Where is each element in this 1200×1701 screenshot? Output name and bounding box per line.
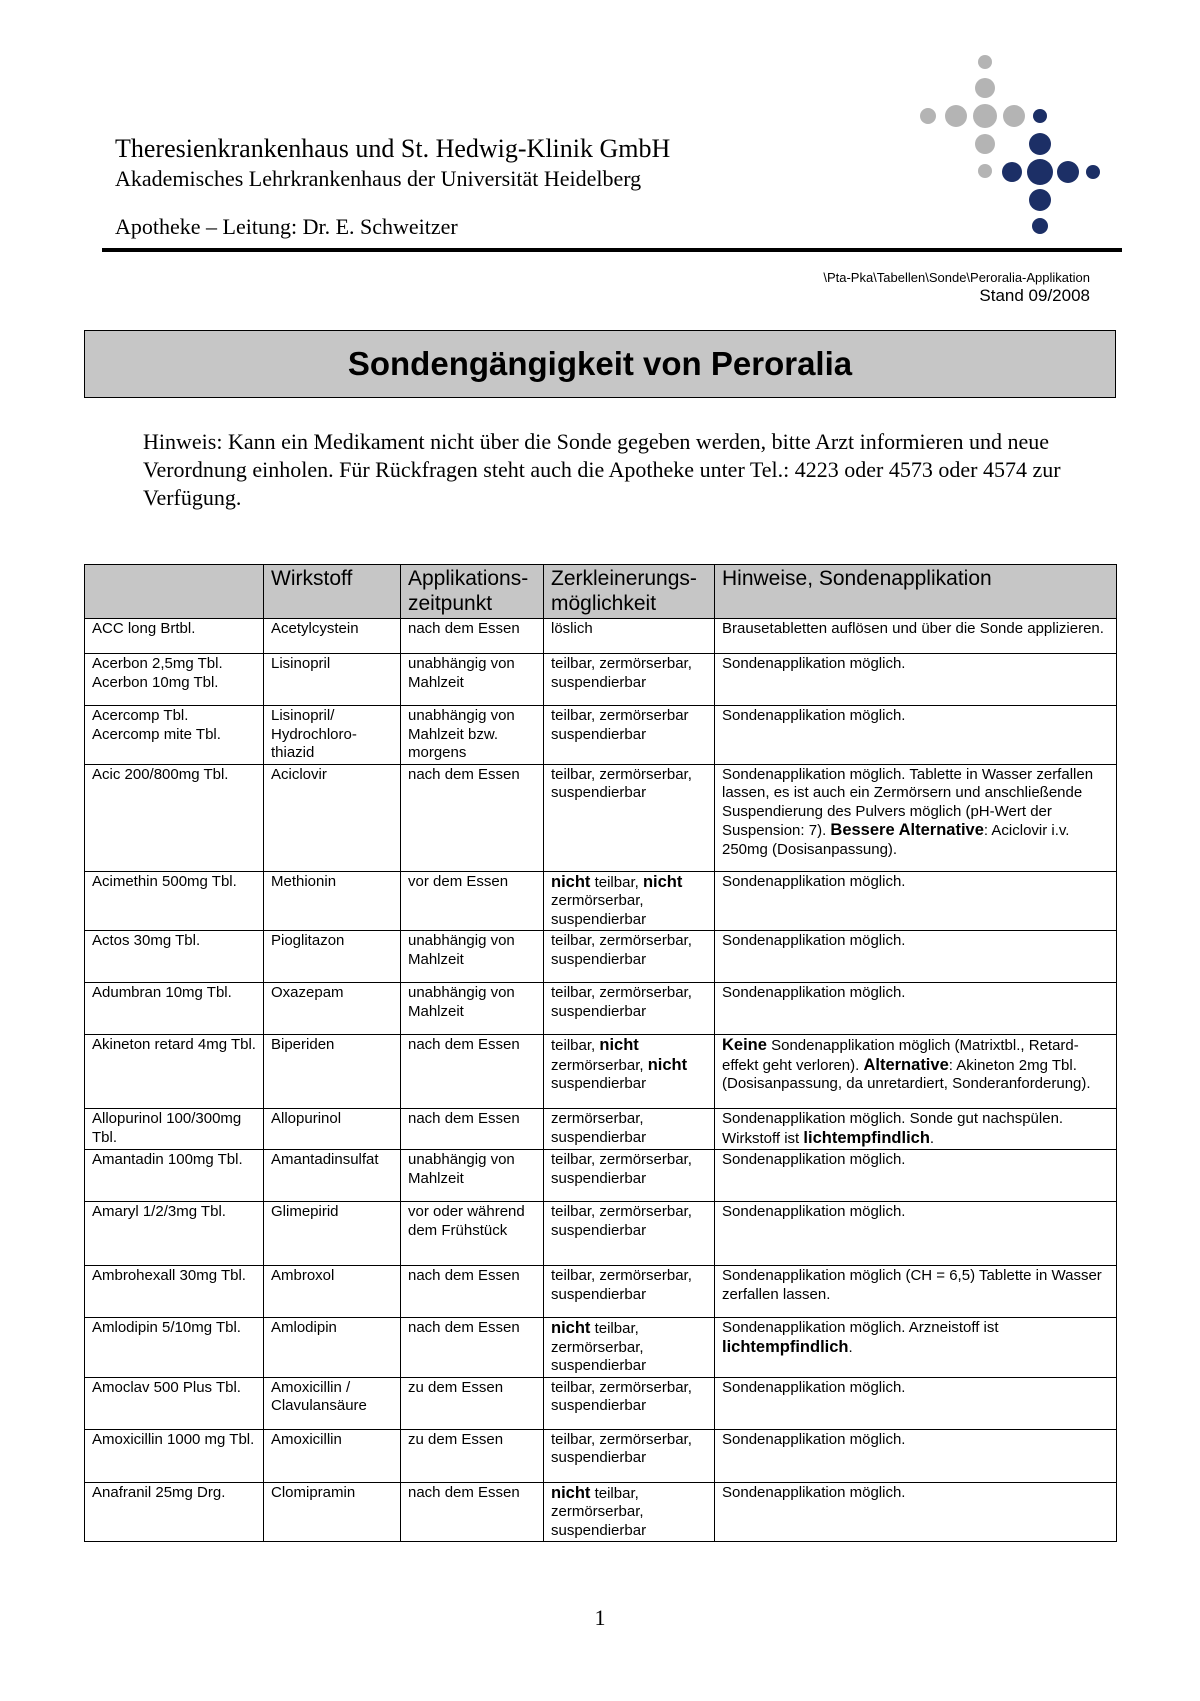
substance-cell: Amoxicillin / Clavulansäure <box>264 1377 401 1429</box>
header-substance: Wirkstoff <box>264 565 401 619</box>
notes-cell <box>715 764 1117 871</box>
table-row <box>85 1202 1117 1266</box>
pharmacy-line: Apotheke – Leitung: Dr. E. Schweitzer <box>115 214 458 239</box>
title-box <box>84 330 1116 398</box>
drug-name-cell: Anafranil 25mg Drg. <box>85 1482 264 1542</box>
drug-name-cell: Amoclav 500 Plus Tbl. <box>85 1377 264 1429</box>
text-segment: Sondenapplikation möglich. <box>722 932 906 949</box>
substance-cell: Biperiden <box>264 1035 401 1109</box>
table-row <box>85 1318 1117 1378</box>
text-segment: teilbar, zermörserbar, suspendierbar <box>551 984 692 1020</box>
crush-cell <box>544 931 715 983</box>
text-segment: Bessere Alternative <box>830 821 984 839</box>
substance-cell: Amlodipin <box>264 1318 401 1378</box>
logo-dot <box>978 164 992 178</box>
text-segment: teilbar, zermörserbar, suspendierbar <box>551 932 692 968</box>
logo-dot <box>1003 105 1025 127</box>
notice-text: Hinweis: Kann ein Medikament nicht über die Sonde gegeben werden, bitte Arzt informieren und neue Verordnung einholen. Für Rückfragen steht auch die Apotheke unter Tel.: 4223 oder 4573 oder 4574 zur Verfügung. <box>143 429 1061 510</box>
substance-cell: Pioglitazon <box>264 931 401 983</box>
timing-cell: nach dem Essen <box>401 1318 544 1378</box>
text-segment: nicht <box>551 1483 591 1502</box>
timing-cell: nach dem Essen <box>401 1266 544 1318</box>
text-segment: Alternative <box>863 1055 949 1074</box>
text-segment: nicht <box>647 1055 688 1074</box>
text-segment: teilbar, zermörserbar, suspendierbar <box>551 1203 692 1239</box>
table-row <box>85 619 1117 654</box>
timing-cell: nach dem Essen <box>401 1035 544 1109</box>
hospital-subtitle: Akademisches Lehrkrankenhaus der Universität Heidelberg <box>115 166 642 191</box>
text-segment: : Aciclovir i.v. 250mg (Dosisanpassung). <box>722 822 1070 858</box>
table-row <box>85 983 1117 1035</box>
notes-cell <box>715 871 1117 931</box>
drug-name-cell: Ambrohexall 30mg Tbl. <box>85 1266 264 1318</box>
drug-name-cell: Adumbran 10mg Tbl. <box>85 983 264 1035</box>
crush-cell <box>544 764 715 871</box>
timing-cell: vor dem Essen <box>401 871 544 931</box>
timing-cell: nach dem Essen <box>401 1482 544 1542</box>
text-segment: . <box>848 1338 853 1356</box>
text-segment: Sondenapplikation möglich. <box>722 1378 906 1396</box>
text-segment: teilbar, <box>551 1037 600 1054</box>
drug-name-cell: Amaryl 1/2/3mg Tbl. <box>85 1202 264 1266</box>
drug-name-cell: Acic 200/800mg Tbl. <box>85 764 264 871</box>
drug-name-cell: Acimethin 500mg Tbl. <box>85 871 264 931</box>
logo-dot <box>945 105 967 127</box>
substance-cell: Amantadinsulfat <box>264 1150 401 1202</box>
timing-cell: nach dem Essen <box>401 619 544 654</box>
crush-cell <box>544 619 715 654</box>
crush-cell <box>544 654 715 706</box>
table-header-row <box>85 565 1117 619</box>
timing-cell: unabhängig von Mahlzeit bzw. morgens <box>401 706 544 765</box>
text-segment: Sondenapplikation möglich. <box>722 707 906 724</box>
notes-cell <box>715 1150 1117 1202</box>
crush-cell <box>544 1482 715 1542</box>
table-row <box>85 1429 1117 1482</box>
text-segment: zermörserbar, suspendierbar <box>551 1110 647 1146</box>
text-segment: Sondenapplikation möglich. <box>722 655 906 672</box>
crush-cell <box>544 1150 715 1202</box>
crush-cell <box>544 706 715 765</box>
notes-cell <box>715 1266 1117 1318</box>
drug-name-cell: Allopurinol 100/300mg Tbl. <box>85 1109 264 1150</box>
table-body <box>85 619 1117 1542</box>
crush-cell <box>544 871 715 931</box>
table-row <box>85 654 1117 706</box>
crush-cell <box>544 1377 715 1429</box>
drug-name-cell: ACC long Brtbl. <box>85 619 264 654</box>
notes-cell <box>715 619 1117 654</box>
timing-cell: unabhängig von Mahlzeit <box>401 983 544 1035</box>
text-segment: Sondenapplikation möglich. <box>722 1151 906 1168</box>
text-segment: nicht <box>551 872 591 891</box>
crush-cell <box>544 1429 715 1482</box>
substance-cell: Glimepirid <box>264 1202 401 1266</box>
table-row <box>85 1377 1117 1429</box>
text-segment: teilbar, <box>590 873 643 891</box>
logo-dot <box>975 134 995 154</box>
timing-cell: unabhängig von Mahlzeit <box>401 654 544 706</box>
timing-cell: zu dem Essen <box>401 1377 544 1429</box>
header-timing: Applikations-zeitpunkt <box>401 565 544 619</box>
logo-dot <box>920 108 936 124</box>
drug-name-cell: Amantadin 100mg Tbl. <box>85 1150 264 1202</box>
hospital-name: Theresienkrankenhaus und St. Hedwig-Klinik GmbH <box>115 134 671 163</box>
substance-cell: Oxazepam <box>264 983 401 1035</box>
crush-cell <box>544 1109 715 1150</box>
notes-cell <box>715 931 1117 983</box>
notes-cell <box>715 1482 1117 1542</box>
logo-dot <box>978 55 992 69</box>
header-rule <box>102 248 1122 252</box>
drug-table <box>84 564 1117 1542</box>
text-segment: . <box>929 1129 935 1147</box>
timing-cell: zu dem Essen <box>401 1429 544 1482</box>
substance-cell: Clomipramin <box>264 1482 401 1542</box>
logo-dot <box>973 104 997 128</box>
header-notes: Hinweise, Sondenapplikation <box>715 565 1117 619</box>
substance-cell: Acetylcystein <box>264 619 401 654</box>
drug-name-cell: Acercomp Tbl. Acercomp mite Tbl. <box>85 706 264 765</box>
text-segment: Sondenapplikation möglich. <box>722 872 906 890</box>
table-row <box>85 764 1117 871</box>
text-segment: teilbar, zermörserbar, suspendierbar <box>551 1151 692 1187</box>
notes-cell <box>715 1035 1117 1109</box>
table-row <box>85 1109 1117 1150</box>
logo-dot <box>1033 109 1047 123</box>
table-row <box>85 706 1117 765</box>
text-segment: teilbar, zermörserbar, suspendierbar <box>551 1267 692 1303</box>
text-segment: Sondenapplikation möglich. <box>722 1203 906 1220</box>
notes-cell <box>715 1318 1117 1378</box>
crush-cell <box>544 1202 715 1266</box>
drug-name-cell: Amlodipin 5/10mg Tbl. <box>85 1318 264 1378</box>
text-segment: teilbar, zermörserbar, suspendierbar <box>551 655 692 691</box>
logo-dot <box>1029 189 1051 211</box>
timing-cell: nach dem Essen <box>401 1109 544 1150</box>
logo-dot <box>1027 159 1053 185</box>
text-segment: Sondenapplikation möglich. Tablette in Wasser zerfallen lassen, es ist auch ein Zermörsern und anschließende Suspendierung des Pulvers möglich (pH-Wert der Suspension: 7). <box>722 765 1094 839</box>
substance-cell: Lisinopril <box>264 654 401 706</box>
table-row <box>85 931 1117 983</box>
text-segment: teilbar, zermörserbar, suspendierbar <box>551 1320 647 1374</box>
text-segment: lichtempfindlich <box>803 1128 930 1147</box>
notes-cell <box>715 706 1117 765</box>
text-segment: : Akineton 2mg Tbl. (Dosisanpassung, da unretardiert, Sonderanforderung). <box>722 1056 1091 1092</box>
notes-cell <box>715 1109 1117 1150</box>
notes-cell <box>715 1429 1117 1482</box>
crush-cell <box>544 983 715 1035</box>
logo-dot <box>1057 161 1079 183</box>
timing-cell: unabhängig von Mahlzeit <box>401 1150 544 1202</box>
text-segment: teilbar, zermörserbar, suspendierbar <box>551 1378 692 1414</box>
substance-cell: Allopurinol <box>264 1109 401 1150</box>
crush-cell <box>544 1266 715 1318</box>
substance-cell: Ambroxol <box>264 1266 401 1318</box>
timing-cell: vor oder während dem Frühstück <box>401 1202 544 1266</box>
logo-dot <box>1029 133 1051 155</box>
table-row <box>85 1266 1117 1318</box>
text-segment: löslich <box>551 620 593 637</box>
substance-cell: Lisinopril/ Hydrochloro-thiazid <box>264 706 401 765</box>
crush-cell <box>544 1318 715 1378</box>
table-row <box>85 871 1117 931</box>
page-number: 1 <box>594 1605 606 1630</box>
text-segment: Brausetabletten auflösen und über die Sonde applizieren. <box>722 620 1104 637</box>
text-segment: teilbar, zermörserbar, suspendierbar <box>551 765 692 801</box>
text-segment: Sondenapplikation möglich (Matrixtbl., Retard-effekt geht verloren). <box>722 1037 1079 1074</box>
text-segment: zermörserbar, suspendierbar <box>551 892 647 928</box>
crush-cell <box>544 1035 715 1109</box>
notes-cell <box>715 1377 1117 1429</box>
stand-date: Stand 09/2008 <box>979 286 1090 305</box>
table-row <box>85 1482 1117 1542</box>
text-segment: teilbar, zermörserbar suspendierbar <box>551 707 689 743</box>
notes-cell <box>715 983 1117 1035</box>
table-row <box>85 1150 1117 1202</box>
drug-name-cell: Acerbon 2,5mg Tbl. Acerbon 10mg Tbl. <box>85 654 264 706</box>
drug-name-cell: Amoxicillin 1000 mg Tbl. <box>85 1429 264 1482</box>
text-segment: Sondenapplikation möglich. <box>722 984 906 1001</box>
logo-dot <box>1086 165 1100 179</box>
text-segment: Sondenapplikation möglich. <box>722 1430 906 1448</box>
header-drug <box>85 565 264 619</box>
text-segment: nicht <box>599 1036 639 1054</box>
text-segment: nicht <box>642 872 683 891</box>
timing-cell: nach dem Essen <box>401 764 544 871</box>
logo-dot <box>1002 162 1022 182</box>
text-segment: zermörserbar, <box>551 1056 648 1074</box>
text-segment: teilbar, zermörserbar, suspendierbar <box>551 1430 692 1466</box>
text-segment: Sondenapplikation möglich. Sonde gut nachspülen. Wirkstoff ist <box>722 1110 1064 1147</box>
logo-dot <box>975 78 995 98</box>
text-segment: Sondenapplikation möglich. Arzneistoff ist <box>722 1319 999 1336</box>
text-segment: Sondenapplikation möglich. <box>722 1483 906 1501</box>
substance-cell: Aciclovir <box>264 764 401 871</box>
file-path: \Pta-Pka\Tabellen\Sonde\Peroralia-Applikation <box>823 270 1090 285</box>
notes-cell <box>715 1202 1117 1266</box>
table-row <box>85 1035 1117 1109</box>
hospital-logo <box>910 50 1105 240</box>
text-segment: Sondenapplikation möglich (CH = 6,5) Tablette in Wasser zerfallen lassen. <box>722 1267 1102 1303</box>
page-title: Sondengängigkeit von Peroralia <box>347 345 853 382</box>
text-segment: teilbar, zermörserbar, suspendierbar <box>551 1484 647 1539</box>
text-segment: Keine <box>722 1036 767 1054</box>
header-crush: Zerkleinerungs-möglichkeit <box>544 565 715 619</box>
text-segment: nicht <box>551 1319 591 1337</box>
text-segment: suspendierbar <box>551 1075 647 1092</box>
timing-cell: unabhängig von Mahlzeit <box>401 931 544 983</box>
substance-cell: Methionin <box>264 871 401 931</box>
drug-name-cell: Akineton retard 4mg Tbl. <box>85 1035 264 1109</box>
logo-dot <box>1032 218 1048 234</box>
text-segment: lichtempfindlich <box>722 1337 849 1356</box>
drug-name-cell: Actos 30mg Tbl. <box>85 931 264 983</box>
substance-cell: Amoxicillin <box>264 1429 401 1482</box>
notes-cell <box>715 654 1117 706</box>
